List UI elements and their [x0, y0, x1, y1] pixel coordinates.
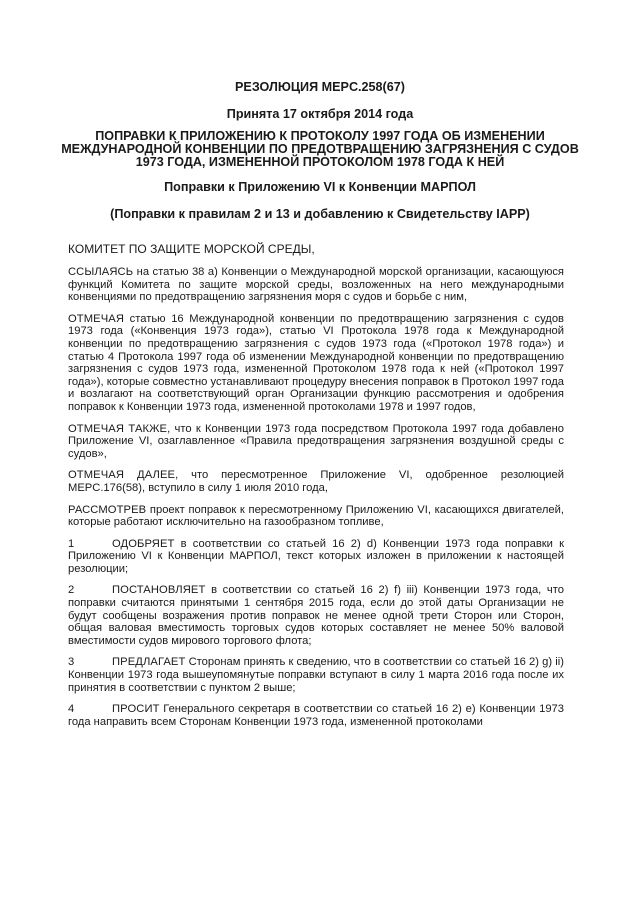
operative-text: в соответствии со статьей 16 2) d) Конвенции 1973 года поправки к Приложению VI к Конвенции МАРПОЛ, текст которых изложен в приложении к настоящей резолюции; [68, 537, 564, 575]
preamble-text: , что пересмотренное Приложение VI, одобренное резолюцией MEPC.176(58), вступило в силу 1 июля 2010 года, [68, 469, 564, 494]
preamble-text: , что к Конвенции 1973 года посредством Протокола 1997 года добавлено Приложение VI, озаглавленное «Правила предотвращения загрязнения воздушной среды с судов», [68, 422, 564, 460]
resolution-code: РЕЗОЛЮЦИЯ MEPC.258(67) [235, 80, 405, 94]
preamble-keyword: ОТМЕЧАЯ ТАКЖЕ [68, 422, 168, 435]
paragraph-number: 2 [68, 584, 75, 597]
operative-paragraph [68, 703, 564, 728]
paragraph-number: 3 [68, 656, 75, 669]
operative-text: Генерального секретаря в соответствии со статьей 16 2) е) Конвенции 1973 года направить всем Сторонам Конвенции 1973 года, измененной протоколами [68, 703, 564, 728]
operative-keyword: ПОСТАНОВЛЯЕТ [112, 584, 206, 597]
operative-keyword: ОДОБРЯЕТ [112, 537, 175, 550]
preamble-paragraph [68, 313, 564, 414]
resolution-subtitle: Поправки к Приложению VI к Конвенции МАРПОЛ [164, 180, 476, 194]
preamble-keyword: ССЫЛАЯСЬ [68, 266, 134, 278]
operative-paragraph [68, 584, 564, 647]
resolution-note: (Поправки к правилам 2 и 13 и добавлению к Свидетельству IAPP) [110, 207, 530, 221]
operative-text: в соответствии со статьей 16 2) f) iii) Конвенции 1973 года, что поправки считаются принятыми 1 сентября 2015 года, если до этой даты Организации не будут сообщены возражения против поправок не менее одной трети Сторон или Сторон, общая валовая вместимость торговых судов которых составляет не менее 50% валовой вместимости судов мирового торгового флота; [68, 584, 564, 647]
preamble-text: статью 16 Международной конвенции по предотвращению загрязнения с судов 1973 года («Конвенция 1973 года»), статью VI Протокола 1978 года к Международной конвенции по предотвращению загрязнения с судов 1973 года («Протокол 1978 года») и статью 4 Протокола 1997 года об изменении Международной конвенции по предотвращению загрязнения с судов 1973 года, измененной Протоколом 1978 года к ней («Протокол 1997 года»), которые совместно устанавливают процедуру внесения поправок в Протокол 1997 года и возлагают на соответствующий орган Организации функцию рассмотрения и одобрения поправок к Конвенции 1973 года, измененной протоколами 1978 и 1997 годов, [68, 312, 564, 413]
paragraph-number: 1 [68, 537, 75, 550]
adoption-date: Принята 17 октября 2014 года [226, 107, 414, 121]
resolution-body [68, 242, 564, 737]
preamble-paragraph [68, 423, 564, 461]
preamble-keyword: ОТМЕЧАЯ [68, 312, 125, 325]
operative-text: Сторонам принять к сведению, что в соответствии со статьей 16 2) g) ii) Конвенции 1973 года вышеупомянутые поправки вступают в силу 1 марта 2016 года после их принятия в соответствии с пунктом 2 выше; [68, 656, 564, 694]
operative-keyword: ПРЕДЛАГАЕТ [112, 656, 186, 669]
addressee: КОМИТЕТ ПО ЗАЩИТЕ МОРСКОЙ СРЕДЫ, [68, 242, 315, 256]
operative-paragraph [68, 656, 564, 694]
preamble-paragraph [68, 504, 564, 529]
resolution-title: ПОПРАВКИ К ПРИЛОЖЕНИЮ К ПРОТОКОЛУ 1997 ГОДА ОБ ИЗМЕНЕНИИ МЕЖДУНАРОДНОЙ КОНВЕНЦИИ ПО ПРЕДОТВРАЩЕНИЮ ЗАГРЯЗНЕНИЯ С СУДОВ 1973 ГОДА, ИЗМЕНЕННОЙ ПРОТОКОЛОМ 1978 ГОДА К НЕЙ [61, 129, 579, 169]
preamble-paragraph [68, 266, 564, 304]
operative-keyword: ПРОСИТ [112, 703, 160, 716]
paragraph-number: 4 [68, 703, 75, 716]
preamble-text: на статью 38 а) Конвенции о Международной морской организации, касающуюся функций Комитета по защите морской среды, возложенных на него международными конвенциями по предотвращению загрязнения моря с судов и борьбе с ним, [68, 266, 564, 304]
preamble-paragraph [68, 469, 564, 494]
preamble-text: проект поправок к пересмотренному Приложению VI, касающихся двигателей, которые работают исключительно на газообразном топливе, [68, 503, 564, 529]
operative-paragraph [68, 538, 564, 576]
preamble-keyword: РАССМОТРЕВ [68, 503, 147, 516]
preamble-keyword: ОТМЕЧАЯ ДАЛЕЕ [68, 469, 176, 482]
